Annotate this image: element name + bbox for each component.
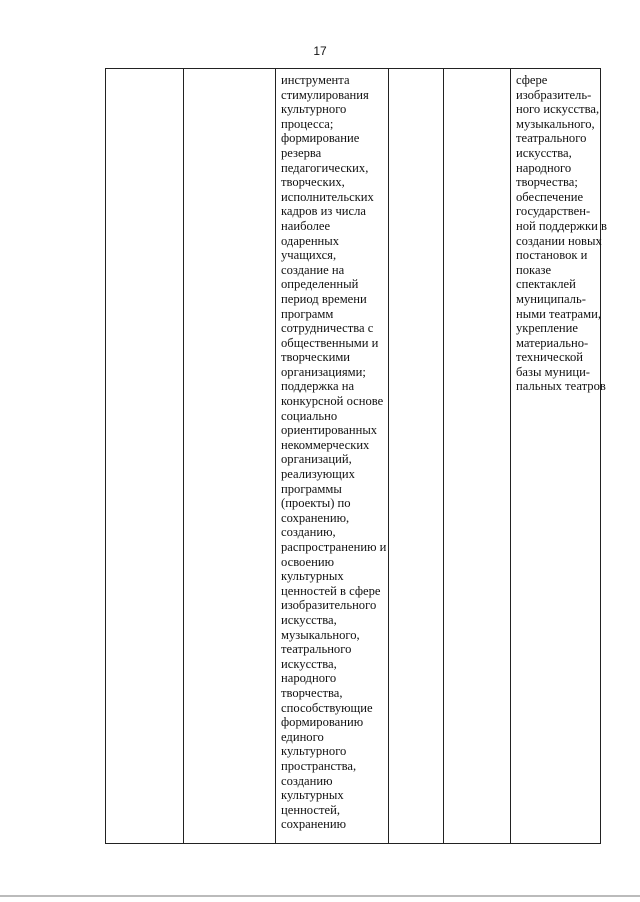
text-line: технической bbox=[516, 350, 584, 365]
text-line: конкурсной основе bbox=[281, 394, 384, 409]
text-line: кадров из числа bbox=[281, 204, 367, 219]
text-line: творчества, bbox=[281, 685, 343, 700]
table-cell-results bbox=[511, 69, 607, 844]
text-line: искусства, bbox=[516, 145, 572, 160]
text-line: искусства, bbox=[281, 656, 337, 671]
text-line: определенный bbox=[281, 277, 359, 292]
text-line: изобразитель- bbox=[516, 87, 592, 102]
text-line: освоению bbox=[281, 554, 334, 569]
text-line: сфере bbox=[516, 73, 548, 87]
results-text bbox=[516, 73, 607, 394]
text-line: искусства, bbox=[281, 612, 337, 627]
text-line: распространению и bbox=[281, 540, 387, 554]
text-line: наиболее bbox=[281, 218, 331, 233]
text-line: одаренных bbox=[281, 233, 340, 248]
table-row bbox=[106, 69, 601, 844]
text-line: реализующих bbox=[281, 467, 355, 482]
text-line: материально- bbox=[516, 335, 589, 350]
table-cell-col5 bbox=[444, 69, 511, 844]
text-line: ценностей в сфере bbox=[281, 583, 381, 598]
text-line: стимулирования bbox=[281, 87, 369, 102]
text-line: создание на bbox=[281, 262, 345, 277]
table-cell-col1 bbox=[106, 69, 184, 844]
text-line: пальных театров bbox=[516, 379, 606, 394]
page-number: 17 bbox=[313, 44, 327, 58]
text-line: инструмента bbox=[281, 73, 350, 87]
text-line: культурных bbox=[281, 788, 344, 803]
text-line: творческими bbox=[281, 350, 351, 365]
text-line: культурного bbox=[281, 744, 347, 759]
text-line: ными театрами, bbox=[516, 306, 601, 321]
text-line: учащихся, bbox=[281, 248, 337, 263]
text-line: исполнительских bbox=[281, 189, 374, 204]
table-cell-col2 bbox=[184, 69, 276, 844]
text-line: государствен- bbox=[516, 204, 591, 219]
text-line: организациями; bbox=[281, 364, 366, 379]
text-line: ориентированных bbox=[281, 423, 378, 438]
text-line: программ bbox=[281, 306, 334, 321]
text-line: способствующие bbox=[281, 700, 373, 715]
text-line: педагогических, bbox=[281, 160, 369, 175]
text-line: созданию bbox=[281, 773, 333, 788]
text-line: изобразительного bbox=[281, 598, 377, 613]
text-line: некоммерческих bbox=[281, 437, 370, 452]
text-line: муниципаль- bbox=[516, 291, 586, 306]
text-line: сотрудничества с bbox=[281, 321, 374, 336]
text-line: культурного bbox=[281, 102, 347, 117]
text-line: общественными и bbox=[281, 335, 379, 350]
text-line: творчества; bbox=[516, 175, 578, 190]
text-line: творческих, bbox=[281, 175, 345, 190]
text-line: (проекты) по bbox=[281, 496, 351, 511]
text-line: созданию, bbox=[281, 525, 336, 540]
table-cell-col4 bbox=[389, 69, 444, 844]
text-line: программы bbox=[281, 481, 342, 496]
text-line: базы муници- bbox=[516, 364, 591, 379]
page-bottom-edge bbox=[0, 895, 640, 897]
text-line: период времени bbox=[281, 291, 367, 306]
text-line: обеспечение bbox=[516, 189, 584, 204]
text-line: сохранению, bbox=[281, 510, 350, 525]
activities-text bbox=[281, 73, 385, 832]
text-line: ного искусства, bbox=[516, 102, 600, 117]
text-line: народного bbox=[516, 160, 572, 175]
text-line: формирование bbox=[281, 131, 360, 146]
text-line: театрального bbox=[281, 642, 352, 657]
document-table bbox=[105, 68, 607, 844]
text-line: резерва bbox=[281, 145, 322, 160]
text-line: театрального bbox=[516, 131, 587, 146]
text-line: укрепление bbox=[516, 321, 578, 336]
text-line: создании новых bbox=[516, 233, 602, 248]
text-line: постановок и bbox=[516, 248, 588, 263]
text-line: единого bbox=[281, 729, 324, 744]
text-line: показе bbox=[516, 262, 552, 277]
text-line: социально bbox=[281, 408, 338, 423]
text-line: музыкального, bbox=[281, 627, 360, 642]
text-line: ной поддержки в bbox=[516, 218, 607, 233]
text-line: пространства, bbox=[281, 758, 357, 773]
text-line: спектаклей bbox=[516, 277, 576, 292]
text-line: сохранению bbox=[281, 817, 346, 832]
text-line: процесса; bbox=[281, 116, 334, 131]
text-line: ценностей, bbox=[281, 802, 340, 817]
table-cell-activities bbox=[276, 69, 389, 844]
text-line: организаций, bbox=[281, 452, 352, 467]
text-line: формированию bbox=[281, 715, 364, 730]
text-line: культурных bbox=[281, 569, 344, 584]
text-line: поддержка на bbox=[281, 379, 355, 394]
text-line: музыкального, bbox=[516, 116, 595, 131]
text-line: народного bbox=[281, 671, 337, 686]
